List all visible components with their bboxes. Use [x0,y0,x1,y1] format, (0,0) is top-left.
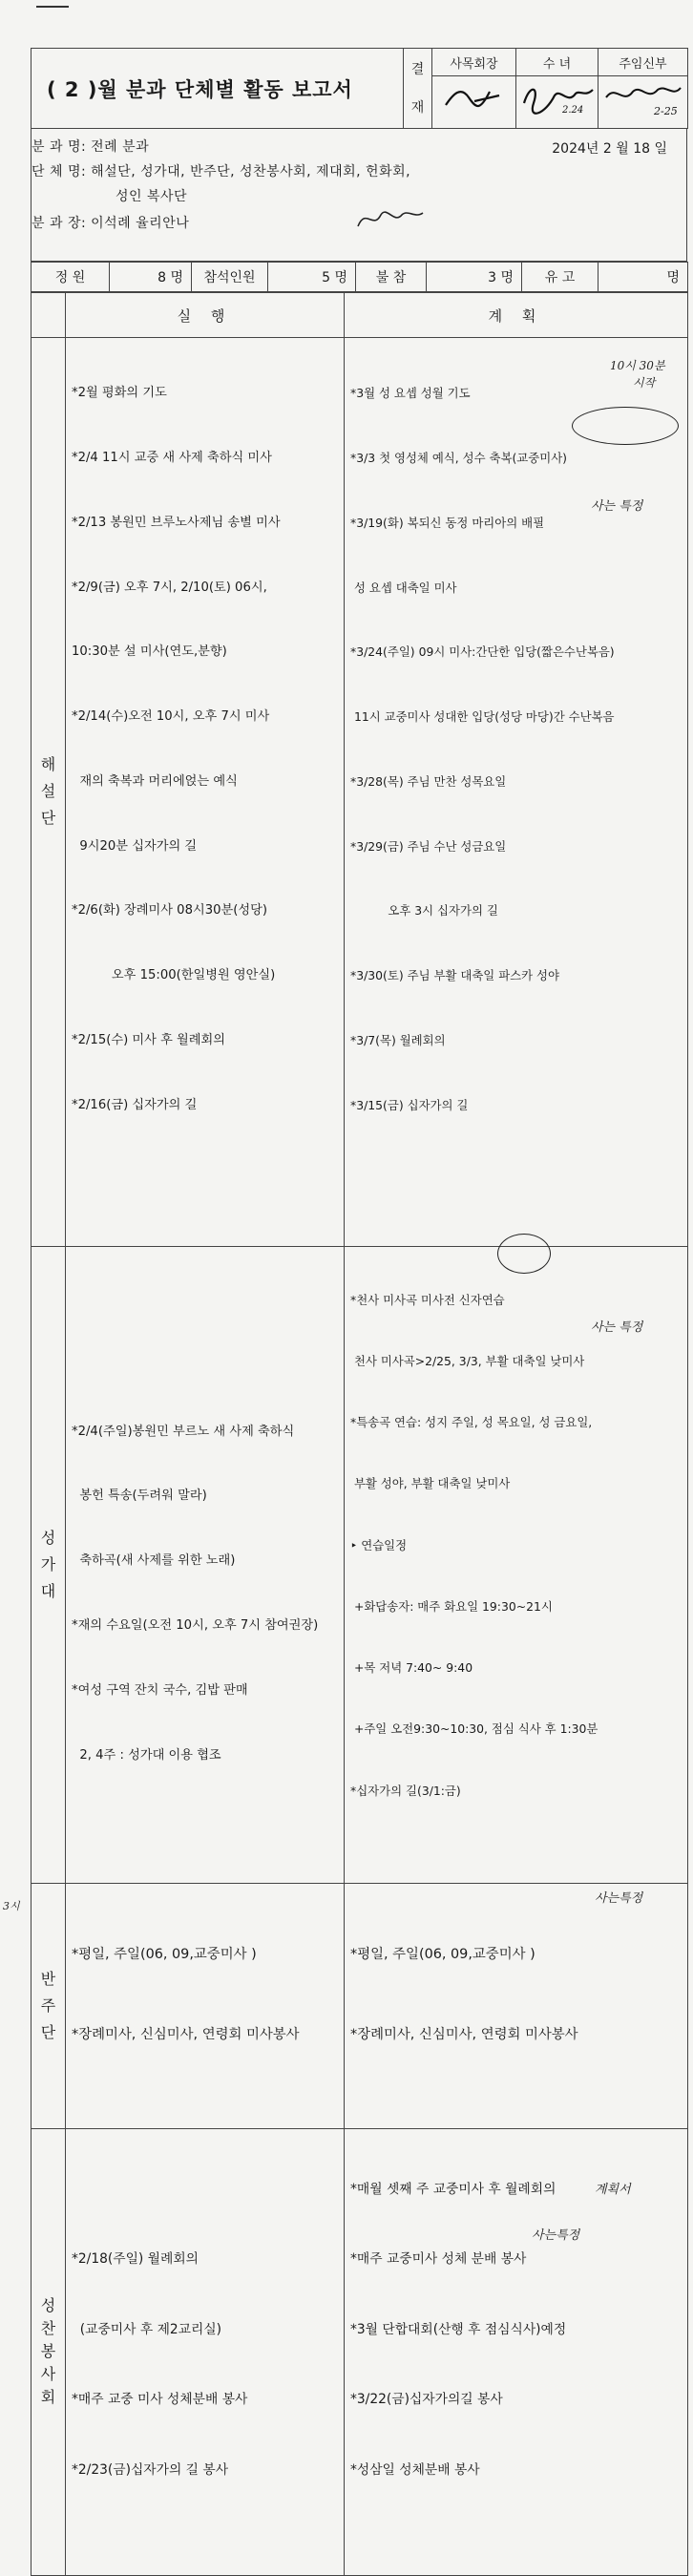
list-item: *2/16(금) 십자가의 길 [72,1097,198,1112]
corner-cell [32,293,66,338]
handwritten-note: 사는특정 [532,2228,580,2243]
list-item: *천사 미사곡 미사전 신자연습 [350,1292,505,1307]
annotation-circle [497,1234,551,1274]
list-item: 봉헌 특송(두려워 말라) [72,1489,207,1504]
list-item: *3/15(금) 십자가의 길 [350,1097,469,1112]
approval-header-council: 사목회장 [432,49,516,76]
list-item: *3/19(화) 복되신 동정 마리아의 배필 [350,515,545,530]
handwritten-note: 사는 특정 [591,499,643,514]
absent-label: 불 참 [356,263,427,292]
list-item: *매월 셋째 주 교중미사 후 월례회의 [350,2181,556,2197]
signature-sister [516,76,598,129]
list-item: 축하곡(새 사제를 위한 노래) [72,1553,236,1569]
group-names-line2: 성인 복사단 [116,189,188,204]
list-item: *평일, 주일(06, 09,교중미사 ) [72,1946,257,1962]
list-item: 재의 축복과 머리에얹는 예식 [72,773,238,789]
group-names-line1: 단 체 명: 해설단, 성가대, 반주단, 성찬봉사회, 제대회, 헌화회, [32,164,411,179]
list-item [72,1357,340,1379]
list-item: *2/6(화) 장례미사 08시30분(성당) [72,903,267,918]
handwritten-note: 사는 특정 [591,1320,643,1335]
section-plan-commentators [345,338,688,1247]
reason-label: 유 고 [522,263,598,292]
approval-label-bottom: 재 [410,99,425,116]
section-name-choir: 성 가 대 [32,1246,66,1883]
list-item: *3/7(목) 월례회의 [350,1033,446,1047]
list-item: +목 저녁 7:40~ 9:40 [350,1660,473,1676]
list-item: 천사 미사곡>2/25, 3/3, 부활 대축일 낮미사 [350,1353,585,1368]
list-item: *2/4 11시 교중 새 사제 축하식 미사 [72,450,272,465]
attend-label: 참석인원 [192,263,268,292]
list-item: *십자가의 길(3/1:금) [350,1783,461,1798]
section-plan-eucharist-servers [345,2128,688,2576]
report-sheet [3,48,687,2576]
list-item: 2, 4주 : 성가대 이용 협조 [72,1747,221,1763]
signature-pastor-date: 2-25 [654,105,678,117]
members-value: 8 명 [110,263,192,292]
report-title: ( 2 )월 분과 단체별 활동 보고서 [32,49,404,129]
list-item: +화답송자: 매주 화요일 19:30~21시 [350,1598,553,1614]
section-done-eucharist-servers [66,2128,345,2576]
division-leader: 분 과 장: 이석례 율리안나 [32,216,190,231]
list-item: *3/24(주일) 09시 미사:간단한 입당(짧은수난복음) [350,644,615,660]
list-item: *2/14(수)오전 10시, 오후 7시 미사 [72,709,270,725]
list-item [72,1292,340,1314]
column-header-done: 실 행 [66,293,345,338]
list-item: 11시 교중미사 성대한 입당(성당 마당)간 수난복음 [350,709,615,725]
report-date: 2024년 2 월 18 일 [552,141,667,157]
attend-value: 5 명 [268,263,356,292]
list-item: 성 요셉 대축일 미사 [350,580,457,595]
section-name-eucharist-servers: 성 찬 봉 사 회 [32,2128,66,2576]
list-item: *3/22(금)십자가의길 봉사 [350,2392,503,2408]
list-item: *3/29(금) 주님 수난 성금요일 [350,838,507,854]
list-item: *평일, 주일(06, 09,교중미사 ) [350,1946,536,1962]
reason-value: 명 [598,263,688,292]
list-item: (교중미사 후 제2교리실) [72,2321,222,2337]
list-item: *특송곡 연습: 성지 주일, 성 목요일, 성 금요일, [350,1415,593,1430]
members-label: 정 원 [32,263,110,292]
handwritten-note: 3시 [3,1899,20,1912]
signature-council [432,76,516,129]
approval-header-pastor: 주임신부 [598,49,688,76]
list-item: *2월 평화의 기도 [72,386,167,401]
section-plan-choir [345,1246,688,1883]
list-item: +주일 오전9:30~10:30, 점심 식사 후 1:30분 [350,1721,598,1737]
top-mark [36,6,69,8]
list-item: *성삼일 성체분배 봉사 [350,2461,480,2478]
attendance-table [31,262,688,292]
section-done-accompanists [66,1883,345,2128]
list-item: *2/9(금) 오후 7시, 2/10(토) 06시, [72,580,267,595]
list-item: *3/28(목) 주님 만찬 성목요일 [350,773,507,789]
list-item: *2/4(주일)봉원민 부르노 새 사제 축하식 [72,1424,295,1439]
list-item: *3/30(토) 주님 부활 대축일 파스카 성야 [350,968,559,983]
list-item: 9시20분 십자가의 길 [72,838,198,854]
list-item: 오후 3시 십자가의 길 [350,903,498,918]
info-block [32,129,687,262]
list-item: *장례미사, 신심미사, 연령회 미사봉사 [350,2026,578,2042]
approval-header-sister: 수 녀 [516,49,598,76]
signature-sister-date: 2.24 [562,105,584,116]
list-item: *매주 교중미사 성체 분배 봉사 [350,2251,527,2268]
signature-pastor [598,76,688,129]
handwritten-note: 계획서 [595,2182,631,2197]
approval-label [404,49,432,129]
handwritten-note: 10시 30분 [610,359,665,372]
approval-label-top: 결 [410,61,425,77]
list-item: *2/23(금)십자가의 길 봉사 [72,2461,229,2478]
list-item: *2/15(수) 미사 후 월례회의 [72,1033,225,1047]
list-item: *3월 단합대회(산행 후 점심식사)예정 [350,2321,567,2337]
list-item: 10:30분 설 미사(연도,분향) [72,644,227,660]
section-done-commentators [66,338,345,1247]
leader-signature [352,201,429,236]
section-name-commentators: 해 설 단 [32,338,66,1247]
list-item: *2/18(주일) 월례회의 [72,2251,199,2268]
list-item: 부활 성야, 부활 대축일 낮미사 [350,1476,511,1491]
section-name-accompanists: 반 주 단 3시 [32,1883,66,2128]
annotation-circle [572,407,679,445]
header-table [31,48,688,129]
list-item: *3/3 첫 영성체 예식, 성수 축복(교중미사) [350,450,568,465]
list-item: *3월 성 요셉 성월 기도 [350,386,471,401]
signature-council-mark [432,76,516,124]
list-item: *재의 수요일(오전 10시, 오후 7시 참여권장) [72,1618,319,1634]
column-header-plan: 계 획 [345,293,688,338]
info-table [31,129,687,262]
activity-table [3,292,688,2576]
list-item: ‣ 연습일정 [350,1537,408,1552]
section-done-choir [66,1246,345,1883]
signature-sister-mark [516,76,598,124]
section-plan-accompanists [345,1883,688,2128]
handwritten-note: 시작 [633,376,656,390]
list-item: 오후 15:00(한일병원 영안실) [72,968,276,983]
handwritten-note: 사는특정 [595,1890,643,1906]
list-item [72,2178,340,2202]
list-item: *여성 구역 잔치 국수, 김밥 판매 [72,1682,248,1698]
list-item: *장례미사, 신심미사, 연령회 미사봉사 [72,2026,300,2042]
list-item: *매주 교중 미사 성체분배 봉사 [72,2392,248,2408]
division-name: 분 과 명: 전례 분과 [32,139,150,155]
absent-value: 3 명 [427,263,522,292]
list-item: *2/13 봉원민 브루노사제님 송별 미사 [72,515,281,530]
